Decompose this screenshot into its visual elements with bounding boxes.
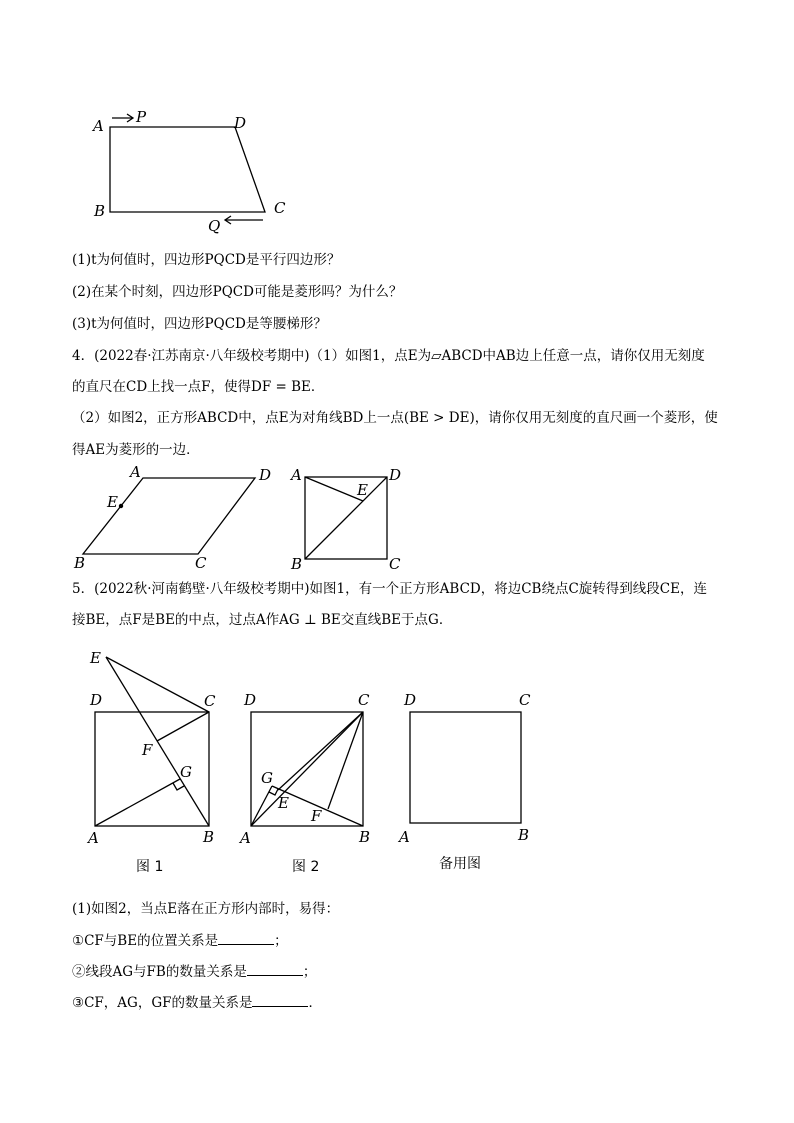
caption-figure-2: 图 2	[292, 859, 320, 875]
label-a: A	[93, 117, 104, 135]
label-c: C	[389, 555, 401, 573]
label-b: B	[518, 826, 530, 844]
segment-ce	[278, 712, 363, 790]
item3-end: ．	[308, 995, 322, 1011]
q4-line4: 得AE为菱形的一边．	[72, 442, 200, 458]
segment-eb	[106, 657, 209, 826]
diagonal-bd	[305, 477, 387, 559]
label-e: E	[107, 493, 118, 511]
segment-ag	[251, 786, 272, 826]
q5-line2: 接BE，点F是BE的中点，过点A作AG ⊥ BE交直线BE于点G．	[72, 612, 453, 628]
q5-item3	[72, 992, 322, 1013]
label-c: C	[274, 199, 286, 217]
q4-line3: （2）如图2，正方形ABCD中，点E为对角线BD上一点(BE > DE)，请你仅用无刻度的直尺画一个菱形，使	[72, 410, 718, 426]
q4-line1: 4．(2022春·江苏南京·八年级校考期中)（1）如图1，点E为▱ABCD中AB边上任意一点，请你仅用无刻度	[72, 348, 705, 364]
label-b: B	[203, 828, 215, 846]
square-abcd	[410, 712, 521, 823]
label-a: A	[88, 829, 99, 847]
label-c: C	[195, 554, 207, 572]
label-a: A	[291, 466, 302, 484]
caption-spare: 备用图	[439, 856, 481, 872]
parallelogram-figure	[65, 462, 285, 572]
item1-end: ；	[274, 933, 288, 949]
answer-blank-1[interactable]	[218, 930, 274, 945]
label-g: G	[261, 769, 273, 787]
segment-cf	[328, 712, 363, 809]
segment-cf	[157, 712, 209, 741]
segment-ag	[95, 779, 180, 826]
segment-ae	[305, 477, 363, 501]
q3-part2: (2)在某个时刻，四边形PQCD可能是菱形吗？为什么？	[72, 284, 403, 300]
label-d: D	[90, 691, 103, 709]
q5-line1: 5．(2022秋·河南鹤壁·八年级校考期中)如图1，有一个正方形ABCD，将边CB绕点C旋转得到线段CE，连	[72, 581, 707, 597]
square-diagonal-figure	[285, 462, 405, 572]
label-d: D	[234, 114, 247, 132]
label-q: Q	[208, 217, 221, 235]
answer-blank-2[interactable]	[247, 961, 303, 976]
label-a: A	[240, 829, 251, 847]
label-f: F	[142, 741, 153, 759]
item2-text: ②线段AG与FB的数量关系是	[72, 964, 247, 980]
label-b: B	[94, 202, 106, 220]
label-e: E	[278, 794, 289, 812]
trapezoid-figure	[85, 100, 305, 235]
label-a: A	[130, 463, 141, 481]
q4-line2: 的直尺在CD上找一点F，使得DF = BE．	[72, 379, 325, 395]
label-b: B	[74, 554, 86, 572]
label-c: C	[519, 691, 531, 709]
caption-figure-1: 图 1	[136, 859, 164, 875]
item2-end: ；	[302, 964, 317, 980]
label-p: P	[136, 108, 147, 126]
label-b: B	[359, 828, 371, 846]
q5-sub-intro: (1)如图2，当点E落在正方形内部时，易得：	[72, 901, 340, 917]
right-angle-mark	[173, 783, 184, 790]
label-g: G	[180, 763, 192, 781]
label-d: D	[404, 691, 417, 709]
q5-figure-spare	[395, 685, 545, 850]
q5-item2	[72, 961, 316, 982]
item1-text: ①CF与BE的位置关系是	[72, 933, 219, 949]
label-c: C	[358, 691, 370, 709]
item3-text: ③CF，AG，GF的数量关系是	[72, 995, 253, 1011]
label-e: E	[357, 481, 368, 499]
label-d: D	[389, 466, 402, 484]
q5-figure-1	[85, 645, 225, 850]
parallelogram-shape	[83, 478, 255, 554]
label-e: E	[90, 649, 101, 667]
q5-figure-2	[238, 685, 378, 850]
label-a: A	[399, 828, 410, 846]
label-d: D	[259, 466, 272, 484]
q3-part3: (3)t为何值时，四边形PQCD是等腰梯形？	[72, 316, 327, 332]
label-f: F	[311, 807, 322, 825]
answer-blank-3[interactable]	[252, 992, 308, 1007]
trapezoid-shape	[110, 127, 265, 212]
q3-part1: (1)t为何值时，四边形PQCD是平行四边形？	[72, 252, 341, 268]
point-e-dot	[119, 504, 123, 508]
label-c: C	[204, 692, 216, 710]
label-d: D	[244, 691, 257, 709]
segment-ec	[106, 657, 209, 712]
q5-item1	[72, 930, 288, 951]
label-b: B	[291, 555, 303, 573]
